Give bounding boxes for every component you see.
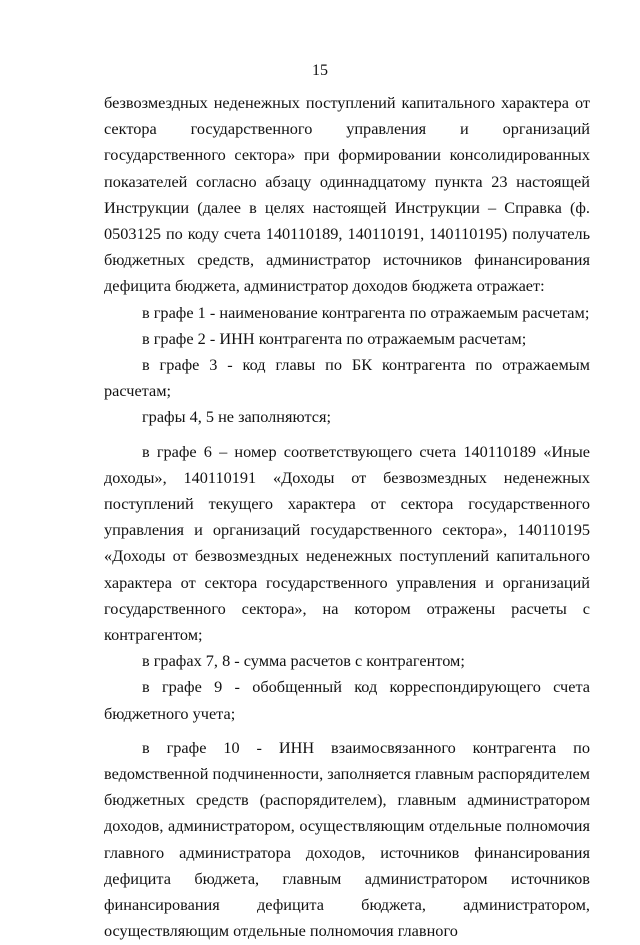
paragraph-column-10: в графе 10 - ИНН взаимосвязанного контрагента по ведомственной подчиненности, заполняется главным распорядителем бюджетных средств (распорядителем), главным администратором доходов, администратором, осуществляющим отдельные полномочия главного администратора доходов, источников финансирования дефицита бюджета, главным администратором источников финансирования дефицита бюджета, администратором, осуществляющим отдельные полномочия главного bbox=[104, 737, 590, 941]
document-body bbox=[104, 90, 590, 945]
paragraph-continuation: безвозмездных неденежных поступлений капитального характера от сектора государственного управления и организаций государственного сектора» при формировании консолидированных показателей согласно абзацу одиннадцатому пункта 23 настоящей Инструкции (далее в целях настоящей Инструкции – Справка (ф. 0503125 по коду счета 140110189, 140110191, 140110195) получатель бюджетных средств, администратор источников финансирования дефицита бюджета, администратор доходов бюджета отражает: bbox=[104, 93, 590, 296]
paragraph-columns-4-5: графы 4, 5 не заполняются; bbox=[142, 407, 332, 427]
paragraph-column-1: в графе 1 - наименование контрагента по отражаемым расчетам; bbox=[142, 302, 590, 322]
page-number: 15 bbox=[312, 62, 328, 79]
paragraph-columns-7-8: в графах 7, 8 - сумма расчетов с контрагентом; bbox=[142, 651, 465, 671]
paragraph-column-9: в графе 9 - обобщенный код корреспондирующего счета бюджетного учета; bbox=[104, 677, 590, 723]
paragraph-column-2: в графе 2 - ИНН контрагента по отражаемым расчетам; bbox=[142, 328, 527, 348]
paragraph-column-6: в графе 6 – номер соответствующего счета 140110189 «Иные доходы», 140110191 «Доходы от безвозмездных неденежных поступлений текущего характера от сектора государственного управления и организаций государственного сектора», 140110195 «Доходы от безвозмездных неденежных поступлений капитального характера от сектора государственного управления и организаций государственного сектора», на котором отражены расчеты с контрагентом; bbox=[104, 441, 590, 645]
paragraph-column-3: в графе 3 - код главы по БК контрагента по отражаемым расчетам; bbox=[104, 355, 590, 401]
